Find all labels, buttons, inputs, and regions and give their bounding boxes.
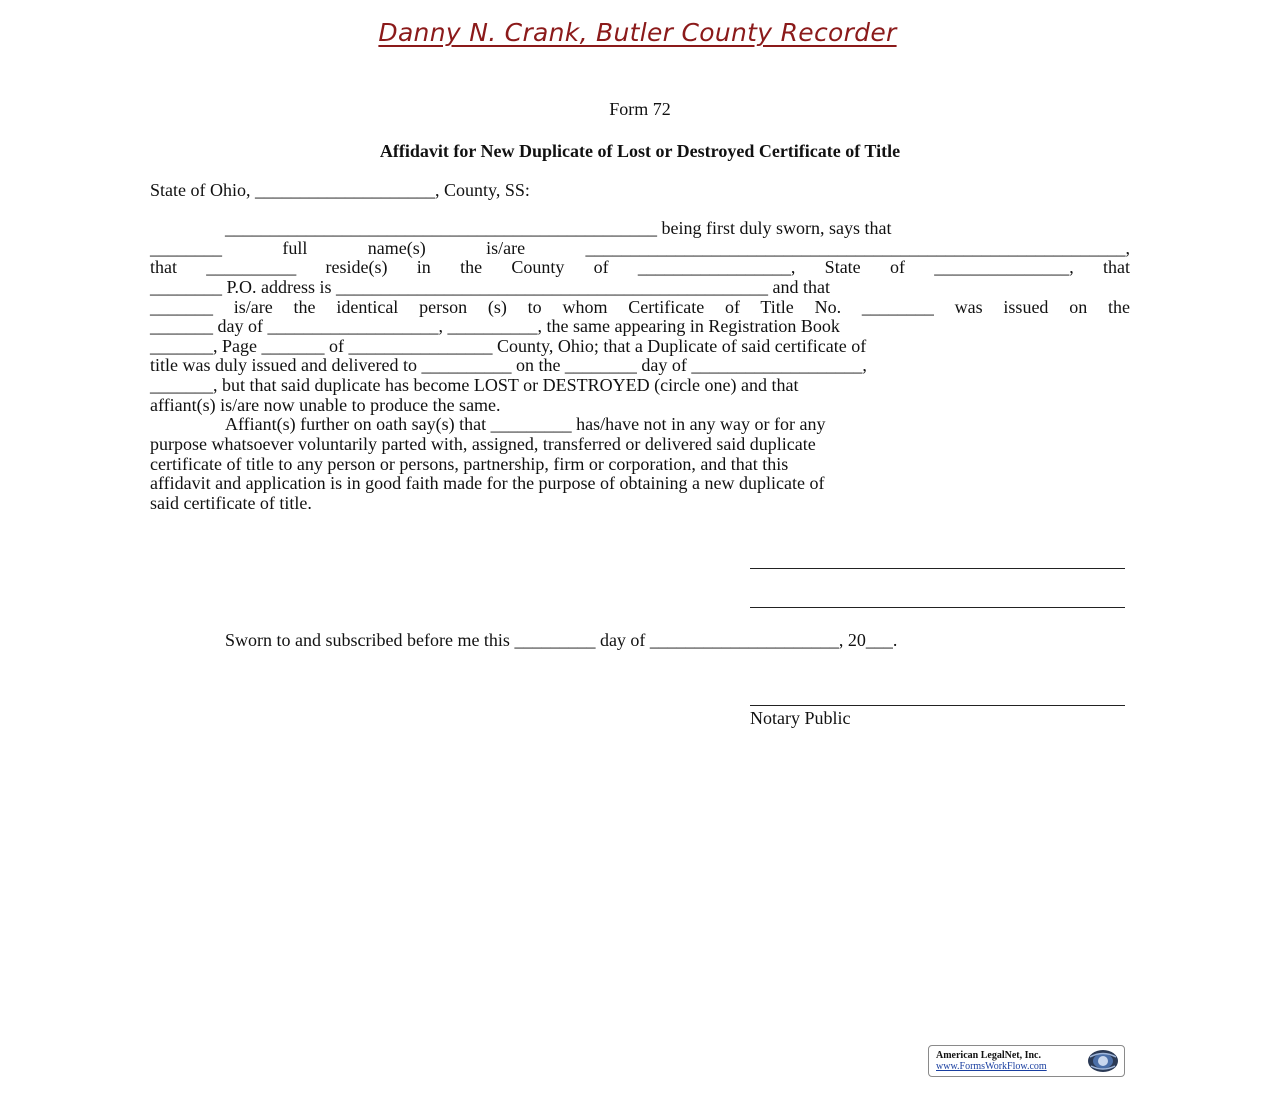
paragraph-1-line: _______, Page _______ of ________________ County, Ohio; that a Duplicate of said certificate of [150,335,867,356]
paragraph-1-line: ________ full name(s) is/are ____________________________________________________________, [150,237,1130,258]
form-number: Form 72 [609,99,671,119]
paragraph-2-line: certificate of title to any person or persons, partnership, firm or corporation, and that this [150,453,789,474]
paragraph-1-line: title was duly issued and delivered to __________ on the ________ day of ___________________, [150,355,867,376]
paragraph-1-line: _______ is/are the identical person (s) to whom Certificate of Title No. ________ was issued on the [150,296,1130,317]
paragraph-1-line: ________________________________________________ being first duly sworn, says that [225,218,892,238]
sworn-statement: Sworn to and subscribed before me this _________ day of _____________________, 20___. [225,630,898,650]
affidavit-document [150,97,1130,514]
affidavit-body [150,219,1130,514]
paragraph-2-line: affidavit and application is in good faith made for the purpose of obtaining a new duplicate of [150,473,825,494]
affiant-signature-line-1[interactable] [750,568,1125,569]
footer-url-link[interactable]: www.FormsWorkFlow.com [936,1061,1047,1072]
paragraph-2-line: said certificate of title. [150,492,312,513]
recorder-name: Danny N. Crank, Butler County Recorder [378,18,897,47]
paragraph-1-line: _______, but that said duplicate has become LOST or DESTROYED (circle one) and that [150,375,799,396]
state-county-line: State of Ohio, ____________________, County, SS: [150,180,530,200]
notary-signature-line[interactable] [750,705,1125,706]
affiant-signature-line-2[interactable] [750,607,1125,608]
footer-logo-badge [928,1045,1125,1077]
paragraph-1-line: ________ P.O. address is ________________________________________________ and that [150,276,830,297]
notary-public-label: Notary Public [750,708,851,728]
paragraph-1-line: _______ day of ___________________, __________, the same appearing in Registration Book [150,316,840,337]
recorder-header [0,18,1275,47]
paragraph-2-line: purpose whatsoever voluntarily parted with, assigned, transferred or delivered said duplicate [150,434,816,455]
footer-company-name: American LegalNet, Inc. [936,1050,1041,1061]
globe-logo-icon [1085,1048,1121,1079]
paragraph-1-line: affiant(s) is/are now unable to produce the same. [150,394,501,415]
paragraph-2-line: Affiant(s) further on oath say(s) that _________ has/have not in any way or for any [225,414,826,435]
form-title: Affidavit for New Duplicate of Lost or Destroyed Certificate of Title [379,141,901,161]
paragraph-1-line: that __________ reside(s) in the County of _________________, State of _______________, that [150,257,1130,278]
